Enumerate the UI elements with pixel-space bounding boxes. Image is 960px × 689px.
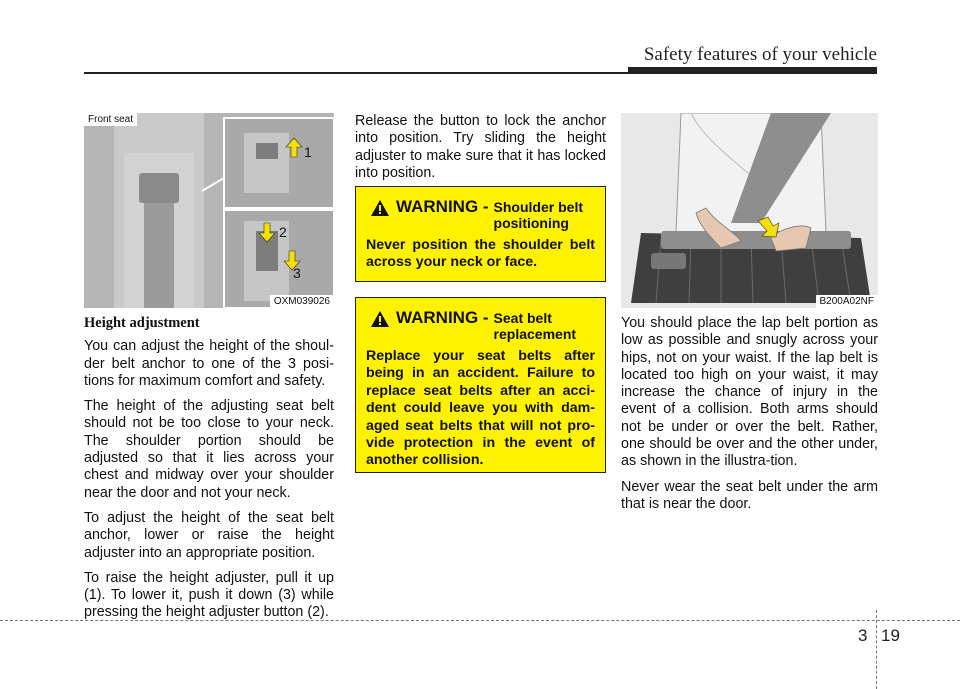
chapter-number: 3 [858, 626, 868, 645]
warning-text: Replace your seat belts after being in an accident. Failure to replace seat belts after an acci-dent could leave you with dam-aged seat belts that will not pro-vide protection in the event of another collision. [366, 348, 595, 469]
warning-triangle-icon [370, 199, 390, 217]
section-title: Safety features of your vehicle [643, 44, 877, 65]
column-left [84, 315, 334, 630]
callout-1: 1 [304, 144, 312, 160]
lap-belt-illustration [621, 113, 878, 308]
figure-code: OXM039026 [270, 295, 334, 308]
warning-box-belt-replacement [355, 297, 606, 473]
figure-code: B200A02NF [816, 295, 878, 308]
warning-triangle-icon [370, 310, 390, 328]
paragraph: To adjust the height of the seat belt anchor, lower or raise the height adjuster into an appropriate position. [84, 509, 334, 561]
column-right [621, 315, 878, 521]
callout-3: 3 [293, 265, 301, 281]
header-rule-thick [628, 67, 877, 73]
page-number: 19 [881, 626, 900, 645]
warning-box-shoulder-belt [355, 186, 606, 282]
paragraph: To raise the height adjuster, pull it up (1). To lower it, push it down (3) while pressing the height adjuster button (2). [84, 569, 334, 621]
height-adjustment-heading: Height adjustment [84, 315, 200, 331]
footer-rule [0, 620, 960, 621]
callout-2: 2 [279, 224, 287, 240]
warning-topic: Seat belt replacement [493, 310, 577, 342]
paragraph: Never wear the seat belt under the arm that is near the door. [621, 478, 878, 512]
paragraph: The height of the adjusting seat belt should not be too close to your neck. The shoulder portion should be adjusted so that it lies across your chest and midway over your shoulder near the door and not your neck. [84, 398, 334, 501]
column-middle [355, 113, 606, 190]
page-separator [876, 610, 877, 689]
warning-label: WARNING - [396, 308, 489, 327]
paragraph: You should place the lap belt portion as low as possible and snugly across your hips, not on your waist. If the lap belt is located too high on your waist, it may increase the chance of injury in the event of a collision. Both arms should not be under or over the belt. Rather, one should be over and the other under, as shown in the illustra-tion. [621, 315, 878, 470]
paragraph: You can adjust the height of the shoul-der belt anchor to one of the 3 posi-tions for maximum comfort and safety. [84, 338, 334, 389]
belt-height-adjuster-illustration [84, 113, 334, 308]
paragraph: Release the button to lock the anchor into position. Try sliding the height adjuster to make sure that it has locked into position. [355, 113, 606, 181]
figure-caption: Front seat [84, 113, 137, 126]
warning-topic: Shoulder belt positioning [493, 199, 583, 231]
warning-text: Never position the shoulder belt across your neck or face. [366, 237, 595, 271]
warning-label: WARNING - [396, 197, 489, 216]
